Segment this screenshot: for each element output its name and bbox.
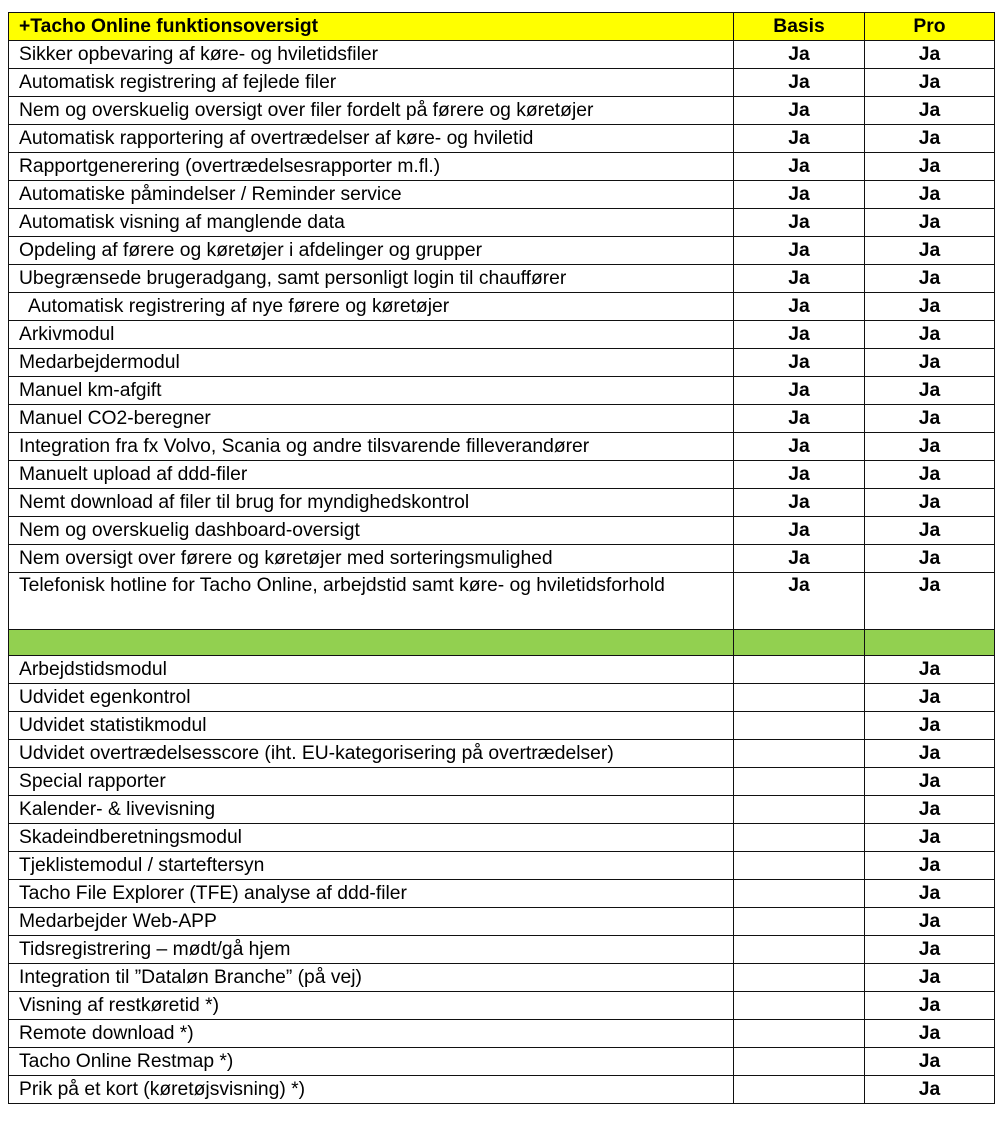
pro-cell: Ja [865,125,995,153]
feature-cell: Udvidet egenkontrol [9,684,734,712]
table-row [9,405,995,433]
table-row [9,377,995,405]
feature-cell: Tacho File Explorer (TFE) analyse af ddd-filer [9,880,734,908]
feature-cell: Automatisk registrering af fejlede filer [9,69,734,97]
feature-cell: Integration fra fx Volvo, Scania og andre tilsvarende filleverandører [9,433,734,461]
basis-cell: Ja [734,181,865,209]
pro-cell: Ja [865,1076,995,1104]
feature-cell: Kalender- & livevisning [9,796,734,824]
pro-cell: Ja [865,41,995,69]
basis-cell [734,908,865,936]
pro-cell: Ja [865,768,995,796]
basis-cell [734,796,865,824]
feature-cell: Arbejdstidsmodul [9,656,734,684]
pro-cell: Ja [865,573,995,630]
pro-cell: Ja [865,517,995,545]
pro-cell: Ja [865,684,995,712]
basis-cell [734,684,865,712]
table-row [9,712,995,740]
pro-cell: Ja [865,908,995,936]
basis-cell [734,768,865,796]
pro-cell: Ja [865,181,995,209]
feature-cell: Sikker opbevaring af køre- og hviletidsfiler [9,41,734,69]
pro-cell: Ja [865,1048,995,1076]
table-row [9,936,995,964]
pro-cell: Ja [865,1020,995,1048]
basis-cell [734,1076,865,1104]
table-row [9,209,995,237]
table-row [9,265,995,293]
feature-comparison-table [8,12,995,1104]
feature-cell: Prik på et kort (køretøjsvisning) *) [9,1076,734,1104]
feature-cell: Nem og overskuelig oversigt over filer fordelt på førere og køretøjer [9,97,734,125]
table-row [9,1048,995,1076]
feature-cell: Rapportgenerering (overtrædelsesrapporter m.fl.) [9,153,734,181]
table-row [9,545,995,573]
pro-cell: Ja [865,293,995,321]
basis-cell: Ja [734,97,865,125]
feature-cell: Nemt download af filer til brug for myndighedskontrol [9,489,734,517]
header-title: +Tacho Online funktionsoversigt [9,13,734,41]
basis-cell: Ja [734,153,865,181]
pro-cell: Ja [865,880,995,908]
feature-cell: Visning af restkøretid *) [9,992,734,1020]
pro-cell: Ja [865,97,995,125]
basis-cell [734,936,865,964]
table-row [9,293,995,321]
pro-cell: Ja [865,964,995,992]
table-row [9,97,995,125]
feature-cell: Manuel CO2-beregner [9,405,734,433]
header-pro: Pro [865,13,995,41]
pro-cell: Ja [865,265,995,293]
basis-cell: Ja [734,517,865,545]
basis-cell [734,656,865,684]
feature-cell: Udvidet overtrædelsesscore (iht. EU-kategorisering på overtrædelser) [9,740,734,768]
basis-cell [734,1020,865,1048]
table-row [9,964,995,992]
header-basis: Basis [734,13,865,41]
feature-cell: Manuelt upload af ddd-filer [9,461,734,489]
feature-cell: Nem oversigt over førere og køretøjer med sorteringsmulighed [9,545,734,573]
table-row [9,69,995,97]
feature-cell: Special rapporter [9,768,734,796]
basis-cell: Ja [734,545,865,573]
separator-cell [734,630,865,656]
feature-cell: Medarbejder Web-APP [9,908,734,936]
basis-cell: Ja [734,41,865,69]
separator-cell [9,630,734,656]
table-row [9,992,995,1020]
pro-cell: Ja [865,209,995,237]
table-row [9,908,995,936]
basis-cell: Ja [734,209,865,237]
basis-cell [734,992,865,1020]
table-row [9,153,995,181]
pro-cell: Ja [865,153,995,181]
table-row [9,461,995,489]
table-row [9,1076,995,1104]
pro-cell: Ja [865,545,995,573]
feature-cell: Remote download *) [9,1020,734,1048]
table-row [9,517,995,545]
basis-cell [734,740,865,768]
table-row [9,489,995,517]
basis-cell: Ja [734,69,865,97]
basis-cell: Ja [734,573,865,630]
pro-cell: Ja [865,405,995,433]
table-row [9,852,995,880]
table-row [9,740,995,768]
feature-cell: Opdeling af førere og køretøjer i afdelinger og grupper [9,237,734,265]
basis-cell: Ja [734,489,865,517]
feature-cell: Telefonisk hotline for Tacho Online, arbejdstid samt køre- og hviletidsforhold [9,573,734,630]
basis-cell: Ja [734,125,865,153]
basis-cell [734,964,865,992]
pro-cell: Ja [865,712,995,740]
table-row [9,796,995,824]
feature-cell: Automatiske påmindelser / Reminder service [9,181,734,209]
basis-cell [734,824,865,852]
table-row [9,125,995,153]
pro-cell: Ja [865,237,995,265]
basis-cell: Ja [734,265,865,293]
feature-cell: Automatisk registrering af nye førere og køretøjer [9,293,734,321]
basis-cell [734,1048,865,1076]
table-row [9,41,995,69]
section-separator-row [9,630,995,656]
feature-cell: Automatisk rapportering af overtrædelser af køre- og hviletid [9,125,734,153]
basis-cell: Ja [734,377,865,405]
feature-cell: Skadeindberetningsmodul [9,824,734,852]
separator-cell [865,630,995,656]
feature-cell: Manuel km-afgift [9,377,734,405]
pro-cell: Ja [865,69,995,97]
pro-cell: Ja [865,992,995,1020]
table-row [9,1020,995,1048]
table-row [9,181,995,209]
feature-cell: Ubegrænsede brugeradgang, samt personligt login til chauffører [9,265,734,293]
basis-cell: Ja [734,293,865,321]
table-row [9,573,995,630]
pro-cell: Ja [865,321,995,349]
pro-cell: Ja [865,349,995,377]
basis-cell: Ja [734,237,865,265]
pro-cell: Ja [865,489,995,517]
basis-cell [734,852,865,880]
pro-cell: Ja [865,433,995,461]
pro-cell: Ja [865,740,995,768]
pro-cell: Ja [865,796,995,824]
feature-cell: Arkivmodul [9,321,734,349]
feature-cell: Medarbejdermodul [9,349,734,377]
feature-cell: Tacho Online Restmap *) [9,1048,734,1076]
pro-cell: Ja [865,656,995,684]
pro-cell: Ja [865,377,995,405]
pro-cell: Ja [865,852,995,880]
basis-cell: Ja [734,461,865,489]
table-header-row [9,13,995,41]
basis-cell [734,880,865,908]
table-row [9,824,995,852]
feature-cell: Tjeklistemodul / starteftersyn [9,852,734,880]
pro-cell: Ja [865,461,995,489]
table-row [9,349,995,377]
basis-cell: Ja [734,405,865,433]
table-row [9,433,995,461]
table-row [9,768,995,796]
table-row [9,237,995,265]
feature-cell: Integration til ”Dataløn Branche” (på vej) [9,964,734,992]
basis-cell: Ja [734,321,865,349]
pro-cell: Ja [865,936,995,964]
basis-cell: Ja [734,349,865,377]
table-row [9,321,995,349]
feature-cell: Nem og overskuelig dashboard-oversigt [9,517,734,545]
feature-cell: Automatisk visning af manglende data [9,209,734,237]
basis-cell [734,712,865,740]
feature-cell: Udvidet statistikmodul [9,712,734,740]
basis-cell: Ja [734,433,865,461]
feature-cell: Tidsregistrering – mødt/gå hjem [9,936,734,964]
table-row [9,684,995,712]
table-row [9,656,995,684]
table-row [9,880,995,908]
pro-cell: Ja [865,824,995,852]
